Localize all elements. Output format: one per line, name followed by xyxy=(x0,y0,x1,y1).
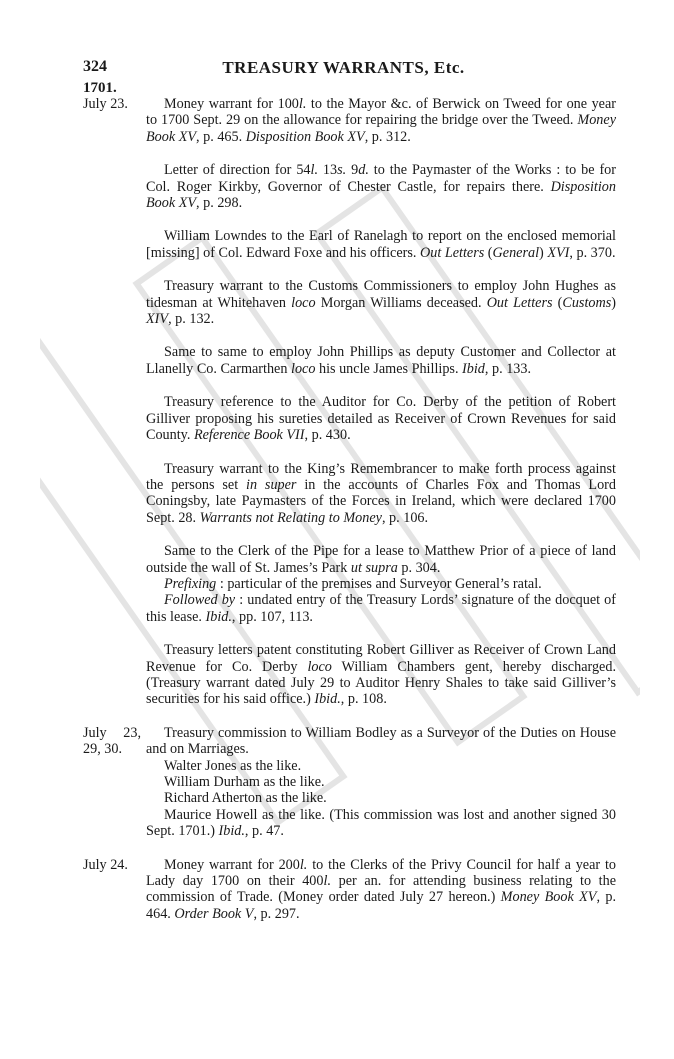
year-label: 1701. xyxy=(83,80,117,96)
entry xyxy=(83,228,616,261)
entry-text: Money warrant for 100l. to the Mayor &c. of Berwick on Tweed for one year to 1700 Sept. 29 on the allowance for repairing the bridge over the Tweed. Money Book XV, p. 465. Disposition Book XV, p. 312. xyxy=(146,96,616,145)
entry-line: Walter Jones as the like. xyxy=(164,757,302,774)
entry-subtext: Prefixing : particular of the premises and Surveyor General’s ratal. xyxy=(164,575,542,592)
entry-subtext: Followed by : undated entry of the Treasury Lords’ signature of the docquet of this lease. Ibid., pp. 107, 113. xyxy=(146,592,616,625)
entry xyxy=(83,96,616,145)
entry-text: William Lowndes to the Earl of Ranelagh to report on the enclosed memorial [missing] of Col. Edward Foxe and his officers. Out Letters (General) XVI, p. 370. xyxy=(146,228,616,261)
entry-line: Richard Atherton as the like. xyxy=(164,790,327,807)
entry xyxy=(83,857,616,923)
entry xyxy=(83,543,616,625)
entry-text: Treasury commission to William Bodley as a Surveyor of the Duties on House and on Marriages. xyxy=(146,724,616,758)
entry xyxy=(83,725,616,840)
entry-text: Treasury warrant to the King’s Remembrancer to make forth process against the persons set in super in the accounts of Charles Fox and Thomas Lord Coningsby, late Paymasters of the Forces in Ireland, which were declared 1700 Sept. 28. Warrants not Relating to Money, p. 106. xyxy=(146,460,616,526)
entry-text: Money warrant for 200l. to the Clerks of the Privy Council for half a year to Lady day 1700 on their 400l. per an. for attending business relating to the commission of Trade. (Money order dated July 27 hereon.) Money Book XV, p. 464. Order Book V, p. 297. xyxy=(146,856,616,922)
page-number: 324 xyxy=(83,58,107,75)
entry xyxy=(83,162,616,211)
entry-text: Treasury reference to the Auditor for Co. Derby of the petition of Robert Gilliver proposing his sureties detailed as Receiver of Crown Revenues for said County. Reference Book VII, p. 430. xyxy=(146,394,616,444)
entry-date: July 23. xyxy=(83,96,128,112)
entry xyxy=(83,344,616,377)
entry-line: Maurice Howell as the like. (This commission was lost and another signed 30 Sept. 1701.) Ibid., p. 47. xyxy=(146,806,616,840)
running-title: TREASURY WARRANTS, Etc. xyxy=(222,58,465,77)
entry-date: July 23, 29, 30. xyxy=(83,724,141,758)
entry-text: Letter of direction for 54l. 13s. 9d. to the Paymaster of the Works : to be for Col. Roger Kirkby, Governor of Chester Castle, for repairs there. Disposition Book XV, p. 298. xyxy=(146,162,616,212)
entry xyxy=(83,642,616,708)
entry-line: William Durham as the like. xyxy=(164,774,325,790)
entries xyxy=(83,96,616,939)
entry-text: Same to same to employ John Phillips as deputy Customer and Collector at Llanelly Co. Carmarthen loco his uncle James Phillips. Ibid, p. 133. xyxy=(146,344,616,377)
entry-text: Same to the Clerk of the Pipe for a lease to Matthew Prior of a piece of land outside the wall of St. James’s Park ut supra p. 304. xyxy=(146,543,616,576)
page-header xyxy=(83,58,604,80)
entry-text: Treasury warrant to the Customs Commissioners to employ John Hughes as tidesman at Whitehaven loco Morgan Williams deceased. Out Letters (Customs) XIV, p. 132. xyxy=(146,278,616,328)
entry xyxy=(83,278,616,327)
entry-date: July 24. xyxy=(83,856,128,873)
entry xyxy=(83,394,616,443)
entry xyxy=(83,461,616,527)
entry-text: Treasury letters patent constituting Robert Gilliver as Receiver of Crown Land Revenue for Co. Derby loco William Chambers gent, hereby discharged. (Treasury warrant dated July 29 to Auditor Henry Shales to take said Gilliver’s securities for his said office.) Ibid., p. 108. xyxy=(146,642,616,708)
